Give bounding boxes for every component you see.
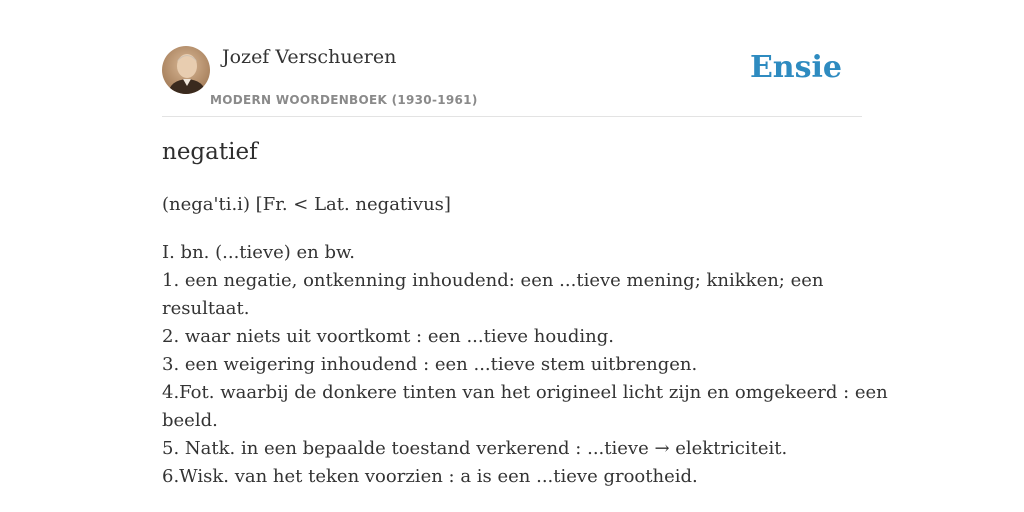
definition-line: 6.Wisk. van het teken voorzien : a is een ...tieve grootheid. <box>162 466 698 487</box>
definition-line: 2. waar niets uit voortkomt : een ...tieve houding. <box>162 326 614 347</box>
definition-line: 3. een weigering inhoudend : een ...tieve stem uitbrengen. <box>162 354 698 375</box>
author-avatar[interactable] <box>162 46 210 94</box>
definition-line: 5. Natk. in een bepaalde toestand verkerend : ...tieve → elektriciteit. <box>162 438 788 459</box>
source-title[interactable]: MODERN WOORDENBOEK (1930-1961) <box>210 93 478 107</box>
author-portrait-image <box>162 46 210 94</box>
definition-line: resultaat. <box>162 298 250 319</box>
definition-line: beeld. <box>162 410 218 431</box>
entry-term: negatief <box>162 139 258 165</box>
entry-card <box>162 0 888 512</box>
entry-etymology: (nega'ti.i) [Fr. < Lat. negativus] <box>162 194 451 215</box>
brand-logo[interactable]: Ensie <box>749 50 842 85</box>
definition-line: 4.Fot. waarbij de donkere tinten van het origineel licht zijn en omgekeerd : een <box>162 382 888 403</box>
entry-header <box>162 0 862 117</box>
definition-line: 1. een negatie, ontkenning inhoudend: een ...tieve mening; knikken; een <box>162 270 824 291</box>
entry-definition <box>162 239 888 491</box>
author-name[interactable]: Jozef Verschueren <box>222 46 397 68</box>
definition-line: I. bn. (...tieve) en bw. <box>162 242 355 263</box>
